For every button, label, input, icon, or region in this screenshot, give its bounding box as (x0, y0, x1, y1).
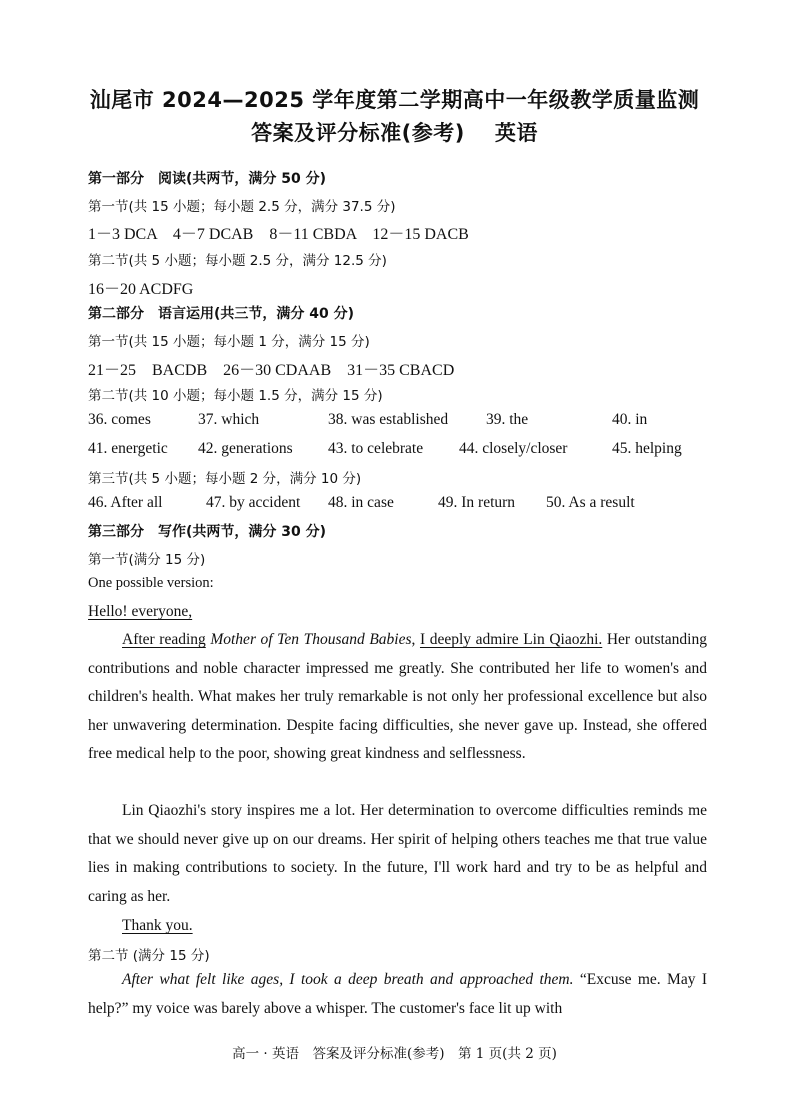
essay-paragraph-2: Lin Qiaozhi's story inspires me a lot. Her determination to overcome difficulties reminds me that we should never give up on our dreams. Her spirit of helping others teaches me that true value lies in making contributions to society. In the future, I'll work hard and try to be as helpful and caring as her. (88, 802, 707, 905)
answer-48: 48. in case (328, 494, 394, 511)
answer-47: 47. by accident (206, 494, 301, 511)
answer-36: 36. comes (88, 411, 151, 428)
essay-p1-rest: Her outstanding contributions and noble character impressed me greatly. She contributed her life to women's and children's health. What makes her truly remarkable is not only her professional excellence but also her unwavering determination. Despite facing difficulties, she never gave up. Instead, she offered free medical help to the poor, showing great kindness and selflessness. (88, 631, 707, 762)
answer-46: 46. After all (88, 494, 163, 511)
answer-45: 45. helping (612, 440, 682, 457)
answer-39: 39. the (486, 411, 529, 428)
continuation-italic: After what felt like ages, I took a deep breath and approached them. (122, 971, 574, 988)
part2-sec3-heading: 第三节(共 5 小题；每小题 2 分，满分 10 分) (88, 471, 362, 487)
essay-greeting: Hello! everyone, (88, 603, 193, 620)
answer-50: 50. As a result (546, 494, 635, 511)
answer-41: 41. energetic (88, 440, 168, 457)
part3-sec1-heading: 第一节(满分 15 分) (88, 552, 206, 568)
answer-38: 38. was established (328, 411, 449, 428)
document-subtitle (0, 117, 789, 147)
continuation-rest: “Excuse me. May I help?” my voice was barely above a whisper. The customer's face lit up with (88, 971, 707, 1017)
part1-sec2-answers: 16－20 ACDFG (88, 281, 194, 298)
essay-lead: After reading (122, 631, 206, 648)
part2-sec1-answers: 21－25 BACDB 26－30 CDAAB 31－35 CBACD (88, 362, 455, 379)
part2-sec2-heading: 第二节(共 10 小题；每小题 1.5 分，满分 15 分) (88, 388, 383, 404)
answer-44: 44. closely/closer (459, 440, 568, 457)
part2-heading: 第二部分 语言运用(共三节，满分 40 分) (88, 306, 355, 322)
answer-37: 37. which (198, 411, 260, 428)
subtitle-text: 答案及评分标准(参考) (251, 121, 465, 145)
part3-heading: 第三部分 写作(共两节，满分 30 分) (88, 524, 327, 540)
continuation-paragraph (88, 966, 707, 1023)
page-footer: 高一 · 英语 答案及评分标准(参考) 第 1 页(共 2 页) (232, 1046, 557, 1062)
part1-sec1-heading: 第一节(共 15 小题；每小题 2.5 分，满分 37.5 分) (88, 199, 396, 215)
part2-sec1-heading: 第一节(共 15 小题；每小题 1 分，满分 15 分) (88, 334, 370, 350)
answer-43: 43. to celebrate (328, 440, 424, 457)
part1-heading: 第一部分 阅读(共两节，满分 50 分) (88, 171, 327, 187)
essay-admire: I deeply admire Lin Qiaozhi. (419, 631, 603, 648)
document-title: 汕尾市 2024—2025 学年度第二学期高中一年级教学质量监测 (89, 88, 700, 112)
essay-paragraph-1 (88, 626, 707, 769)
essay-closing: Thank you. (122, 917, 193, 934)
answer-49: 49. In return (438, 494, 516, 511)
part1-sec2-heading: 第二节(共 5 小题；每小题 2.5 分，满分 12.5 分) (88, 253, 387, 269)
version-label: One possible version: (88, 575, 214, 591)
essay-comma: , (411, 631, 420, 648)
part3-sec2-heading: 第二节 (满分 15 分) (88, 948, 210, 964)
subject-label: 英语 (494, 121, 538, 145)
answer-42: 42. generations (198, 440, 293, 457)
answer-40: 40. in (612, 411, 648, 428)
part1-sec1-answers: 1－3 DCA 4－7 DCAB 8－11 CBDA 12－15 DACB (88, 226, 469, 243)
book-title: Mother of Ten Thousand Babies (210, 631, 412, 648)
